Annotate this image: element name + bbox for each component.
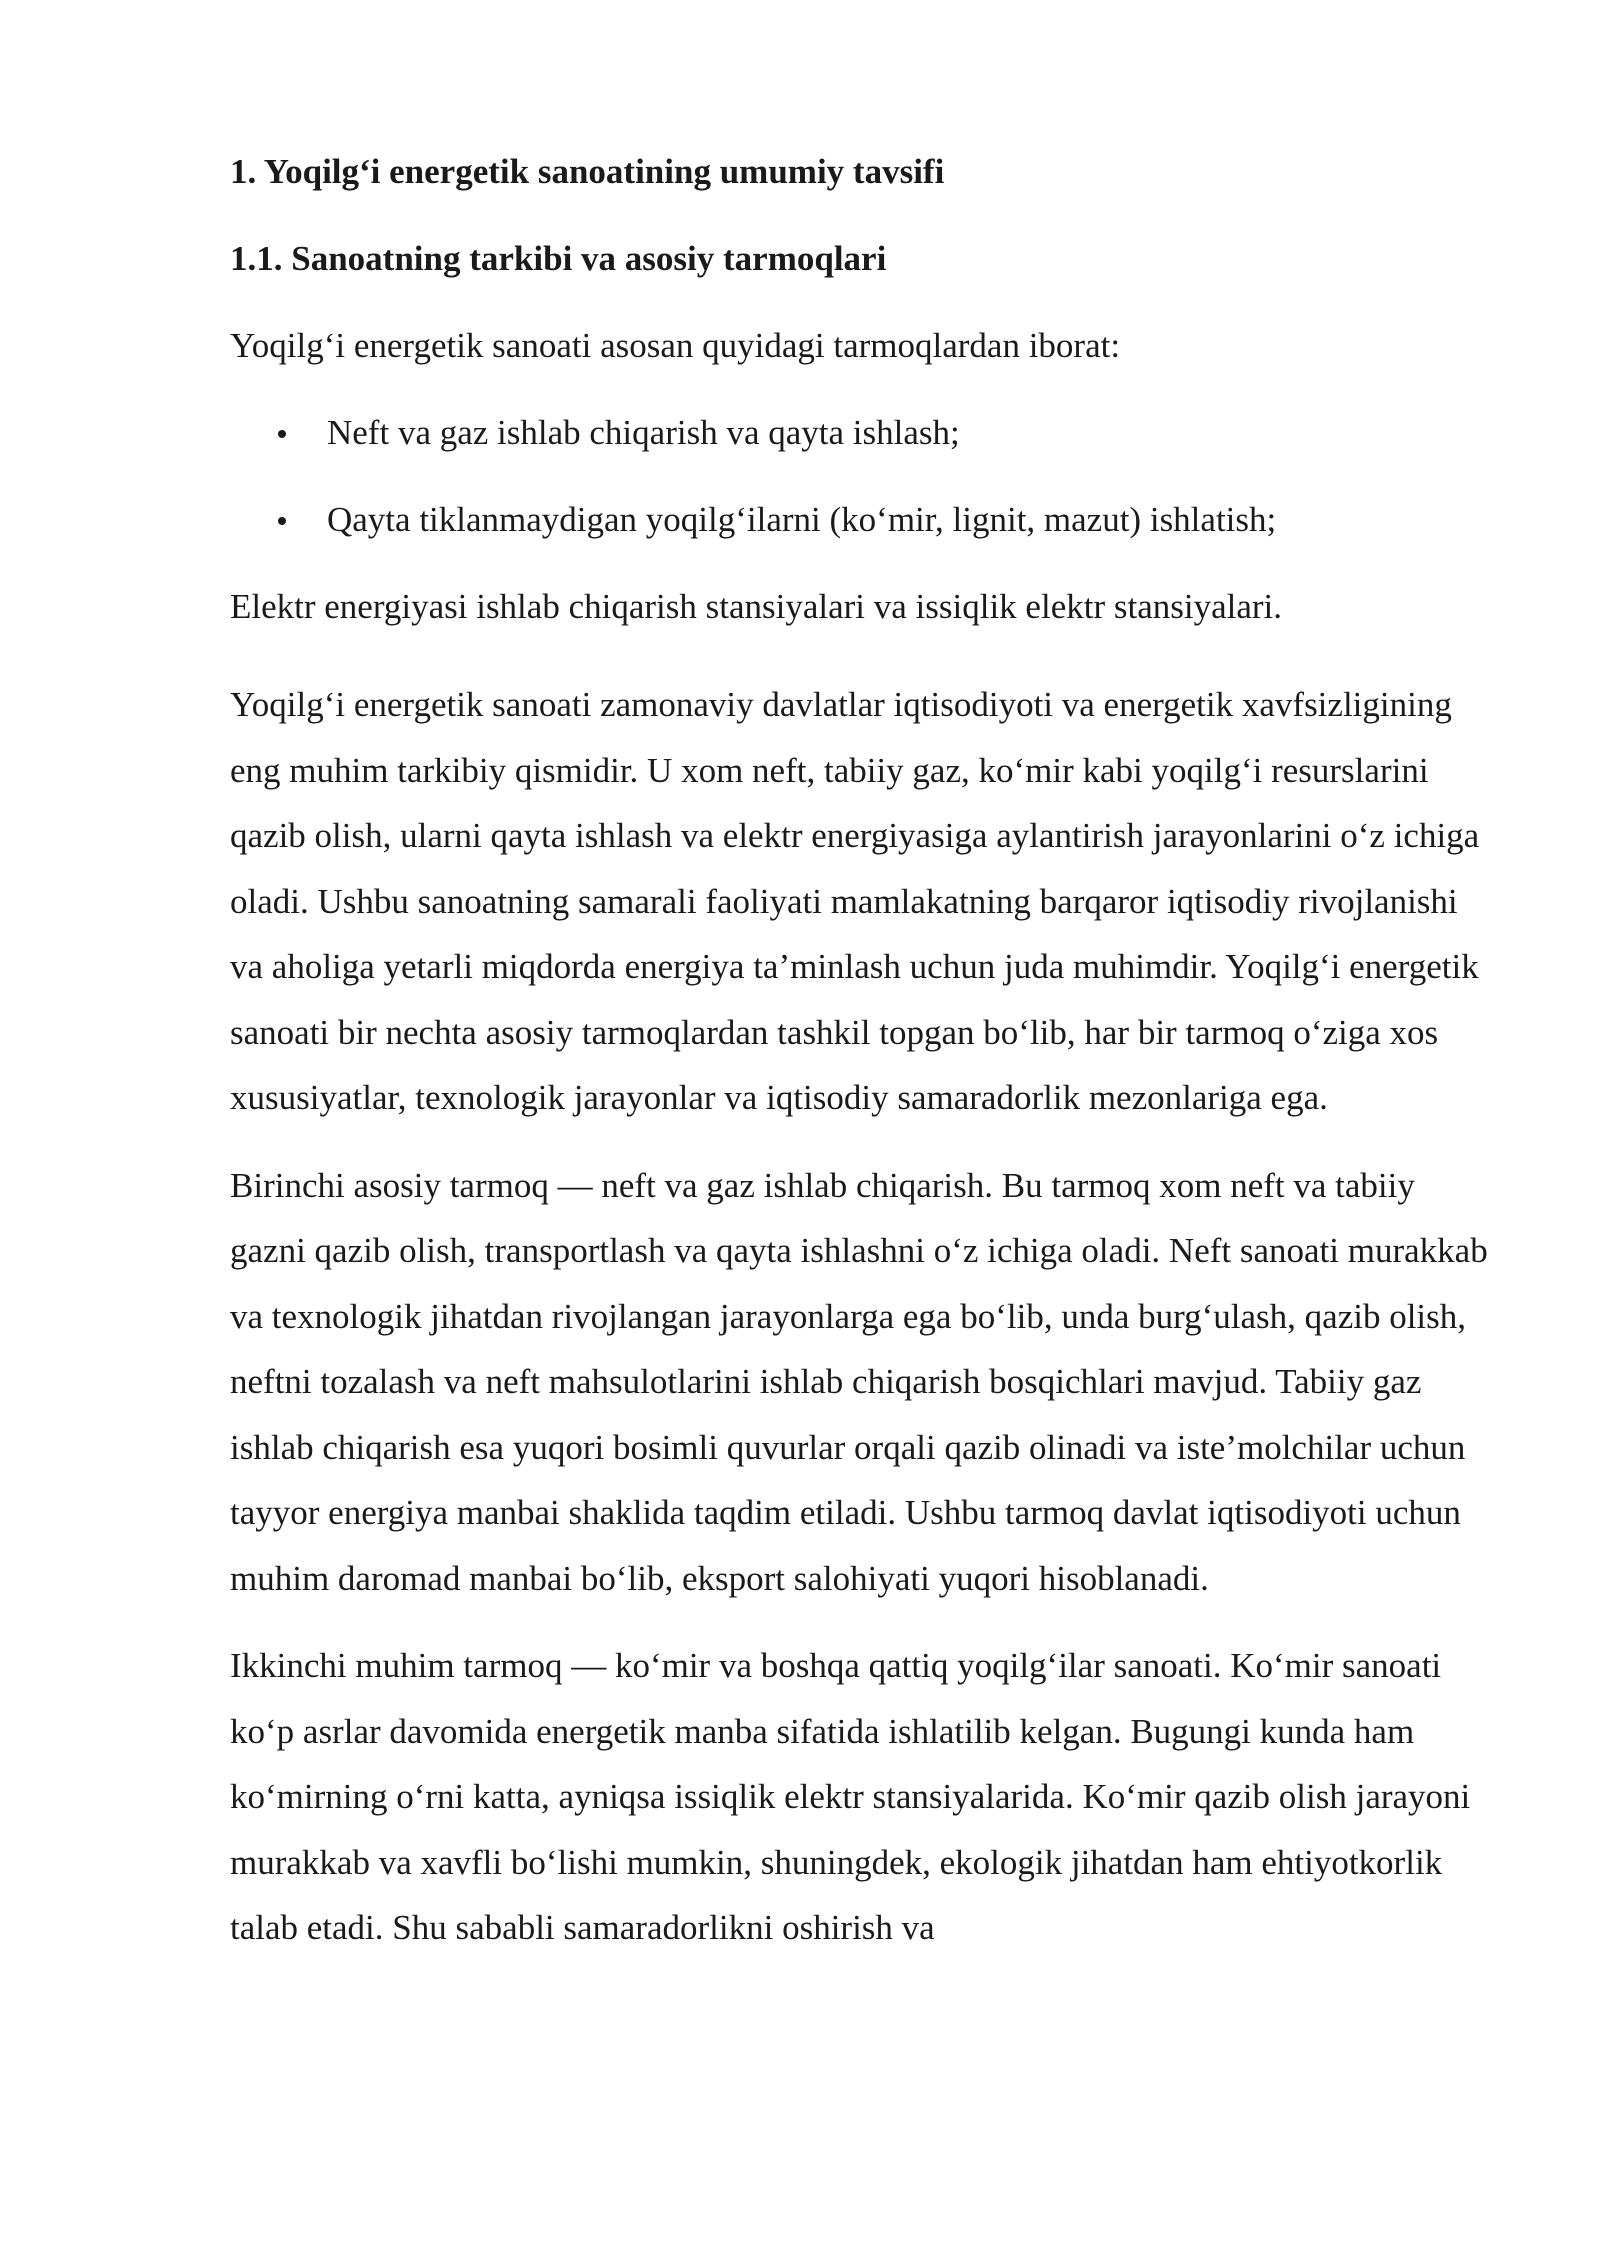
intro-paragraph: Yoqilg‘i energetik sanoati asosan quyidagi tarmoqlardan iborat: — [230, 326, 1121, 365]
body-paragraph: Birinchi asosiy tarmoq — neft va gaz ishlab chiqarish. Bu tarmoq xom neft va tabiiy gazni qazib olish, transportlash va qayta ishlashni o‘z ichiga oladi. Neft sanoati murakkab va texnologik jihatdan rivojlangan jarayonlarga ega bo‘lib, unda burg‘ulash, qazib olish, neftni tozalash va neft mahsulotlarini ishlab chiqarish bosqichlari mavjud. Tabiiy gaz ishlab chiqarish esa yuqori bosimli quvurlar orqali qazib olinadi va iste’molchilar uchun tayyor energiya manbai shaklida taqdim etiladi. Ushbu tarmoq davlat iqtisodiyoti uchun muhim daromad manbai bo‘lib, eksport salohiyati yuqori hisoblanadi. — [230, 1165, 1488, 1598]
body-paragraph: Yoqilg‘i energetik sanoati zamonaviy davlatlar iqtisodiyoti va energetik xavfsizligining eng muhim tarkibiy qismidir. U xom neft, tabiiy gaz, ko‘mir kabi yoqilg‘i resurslarini qazib olish, ularni qayta ishlash va elektr energiyasiga aylantirish jarayonlarini o‘z ichiga oladi. Ushbu sanoatning samarali faoliyati mamlakatning barqaror iqtisodiy rivojlanishi va aholiga yetarli miqdorda energiya ta’minlash uchun juda muhimdir. Yoqilg‘i energetik sanoati bir nechta asosiy tarmoqlardan tashkil topgan bo‘lib, har bir tarmoq o‘ziga xos xususiyatlar, texnologik jarayonlar va iqtisodiy samaradorlik mezonlariga ega. — [230, 685, 1480, 1117]
list-item-text: Qayta tiklanmaydigan yoqilg‘ilarni (ko‘mir, lignit, mazut) ishlatish; — [327, 500, 1277, 539]
list-item-text: Neft va gaz ishlab chiqarish va qayta ishlash; — [327, 413, 960, 452]
subsection-heading: 1.1. Sanoatning tarkibi va asosiy tarmoqlari — [230, 239, 887, 278]
bullet-icon — [278, 430, 286, 438]
list-item — [230, 498, 1490, 542]
body-paragraph: Ikkinchi muhim tarmoq — ko‘mir va boshqa qattiq yoqilg‘ilar sanoati. Ko‘mir sanoati ko‘p asrlar davomida energetik manba sifatida ishlatilib kelgan. Bugungi kunda ham ko‘mirning o‘rni katta, ayniqsa issiqlik elektr stansiyalarida. Ko‘mir qazib olish jarayoni murakkab va xavfli bo‘lishi mumkin, shuningdek, ekologik jihatdan ham ehtiyotkorlik talab etadi. Shu sababli samaradorlikni oshirish va — [230, 1646, 1471, 1947]
section-heading: 1. Yoqilg‘i energetik sanoatining umumiy tavsifi — [230, 152, 945, 191]
document-page — [230, 150, 1490, 1983]
list-item — [230, 411, 1490, 455]
bullet-icon — [278, 517, 286, 525]
after-list-paragraph: Elektr energiyasi ishlab chiqarish stansiyalari va issiqlik elektr stansiyalari. — [230, 587, 1282, 626]
sector-list — [230, 411, 1490, 542]
